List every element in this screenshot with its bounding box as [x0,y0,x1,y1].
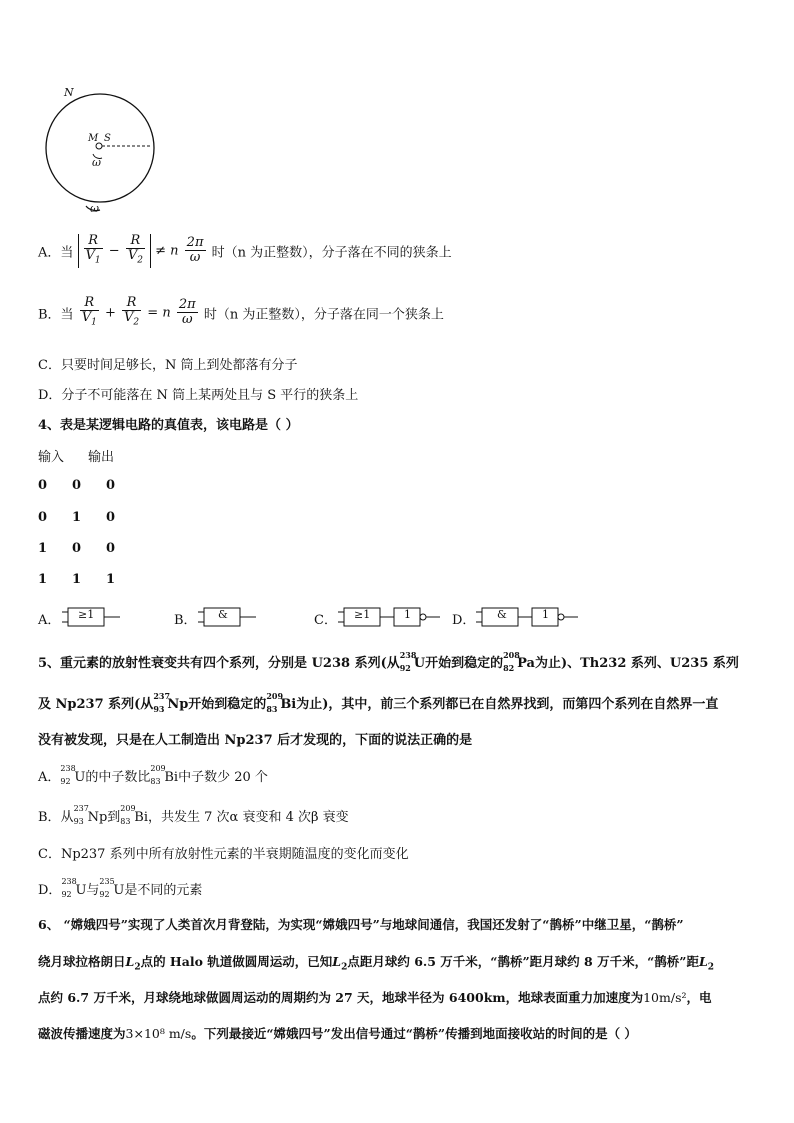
gate-label: 1 [404,608,411,621]
omega-outer: ω [90,202,99,215]
q4-option-b-label: B． [174,613,197,628]
and-gate-icon [198,606,258,628]
table-cell: 0 [106,478,116,493]
q3-option-c: C．只要时间足够长，N 筒上到处都落有分子 [38,358,298,373]
table-cell: 1 [72,572,82,587]
truth-table-header-input: 输入 [38,450,65,465]
q3-option-d: D．分子不可能落在 N 筒上某两处且与 S 平行的狭条上 [38,388,359,403]
table-cell: 0 [106,541,116,556]
q4-option-a-label: A． [38,613,61,628]
q5-option-c: C．Np237 系列中所有放射性元素的半衰期随温度的变化而变化 [38,847,409,862]
q4-option-d-label: D． [452,613,476,628]
q6-line-2: 绕月球拉格朗日$L_2$点的 Halo 轨道做圆周运动，已知$L_2$点距月球约 6.5 万千米，“鹊桥”距月球约 8 万千米，“鹊桥”距$L_2$ [38,954,715,973]
cylinder-figure [40,82,170,222]
gate-label: ≥1 [78,608,95,621]
table-row: 0 [38,478,48,493]
table-cell: 0 [72,478,82,493]
truth-table-header-output: 输出 [88,450,115,465]
and-not-gate-icon [476,606,580,628]
table-row: 0 [38,510,48,525]
gate-label: 1 [542,608,549,621]
q3-option-a: A．当 $\frac{R}{V_1}$ − $\frac{R}{V_2}$ ≠ n $\frac{2\pi}{\omega}$ 时（n 为正整数），分子落在不同的狭条上 [38,233,452,266]
q5-option-d: D． 238 92 U与 235 92 U是不同的元素 [38,877,203,899]
table-cell: 0 [72,541,82,556]
q4-stem: 4、表是某逻辑电路的真值表，该电路是（ ） [38,418,299,433]
gate-label: & [218,608,228,621]
q4-option-c-label: C． [314,613,337,628]
label-m: M [88,133,99,144]
label-n: N [64,86,74,99]
q6-line-1: 6、 “嫦娥四号”实现了人类首次月背登陆，为实现“嫦娥四号”与地球间通信，我国还发射了“鹊桥”中继卫星，“鹊桥” [38,917,684,932]
q3-option-b: B．当 $\frac{R}{V_1}$ + $\frac{R}{V_2}$ = n $\frac{2\pi}{\omega}$ 时（n 为正整数），分子落在同一个狭条上 [38,295,444,328]
table-cell: 1 [72,510,82,525]
gate-label: ≥1 [354,608,371,621]
table-row: 1 [38,541,48,556]
q5-stem-line-2: 及 Np237 系列(从 237 93 Np开始到稳定的 209 83 Bi为止)，其中，前三个系列都已在自然界找到，而第四个系列在自然界一直 [38,691,719,714]
gate-label: & [497,608,507,621]
table-row: 1 [38,572,48,587]
q5-stem-line-1: 5、重元素的放射性衰变共有四个系列，分别是 U238 系列(从 238 92 U开始到稳定的 208 82 Pa为止)、Th232 系列、U235 系列 [38,650,739,673]
abs-expression: $\frac{R}{V_1}$ − $\frac{R}{V_2}$ [78,234,151,268]
label-s: S [104,133,111,144]
table-cell: 1 [106,572,116,587]
q6-line-4: 磁波传播速度为3×10⁸ m/s。下列最接近“嫦娥四号”发出信号通过“鹊桥”传播到地面接收站的时间的是（ ） [38,1026,637,1041]
table-cell: 0 [106,510,116,525]
q5-stem-line-3: 没有被发现，只是在人工制造出 Np237 后才发现的，下面的说法正确的是 [38,733,473,748]
q6-line-3: 点约 6.7 万千米，月球绕地球做圆周运动的周期约为 27 天，地球半径为 6400km，地球表面重力加速度为10m/s²，电 [38,990,712,1005]
q5-option-b: B．从 237 93 Np到 209 83 Bi，共发生 7 次α 衰变和 4 次β 衰变 [38,804,349,826]
omega-inner: ω [92,156,101,169]
q5-option-a: A． 238 92 U的中子数比 209 83 Bi中子数少 20 个 [38,764,268,786]
